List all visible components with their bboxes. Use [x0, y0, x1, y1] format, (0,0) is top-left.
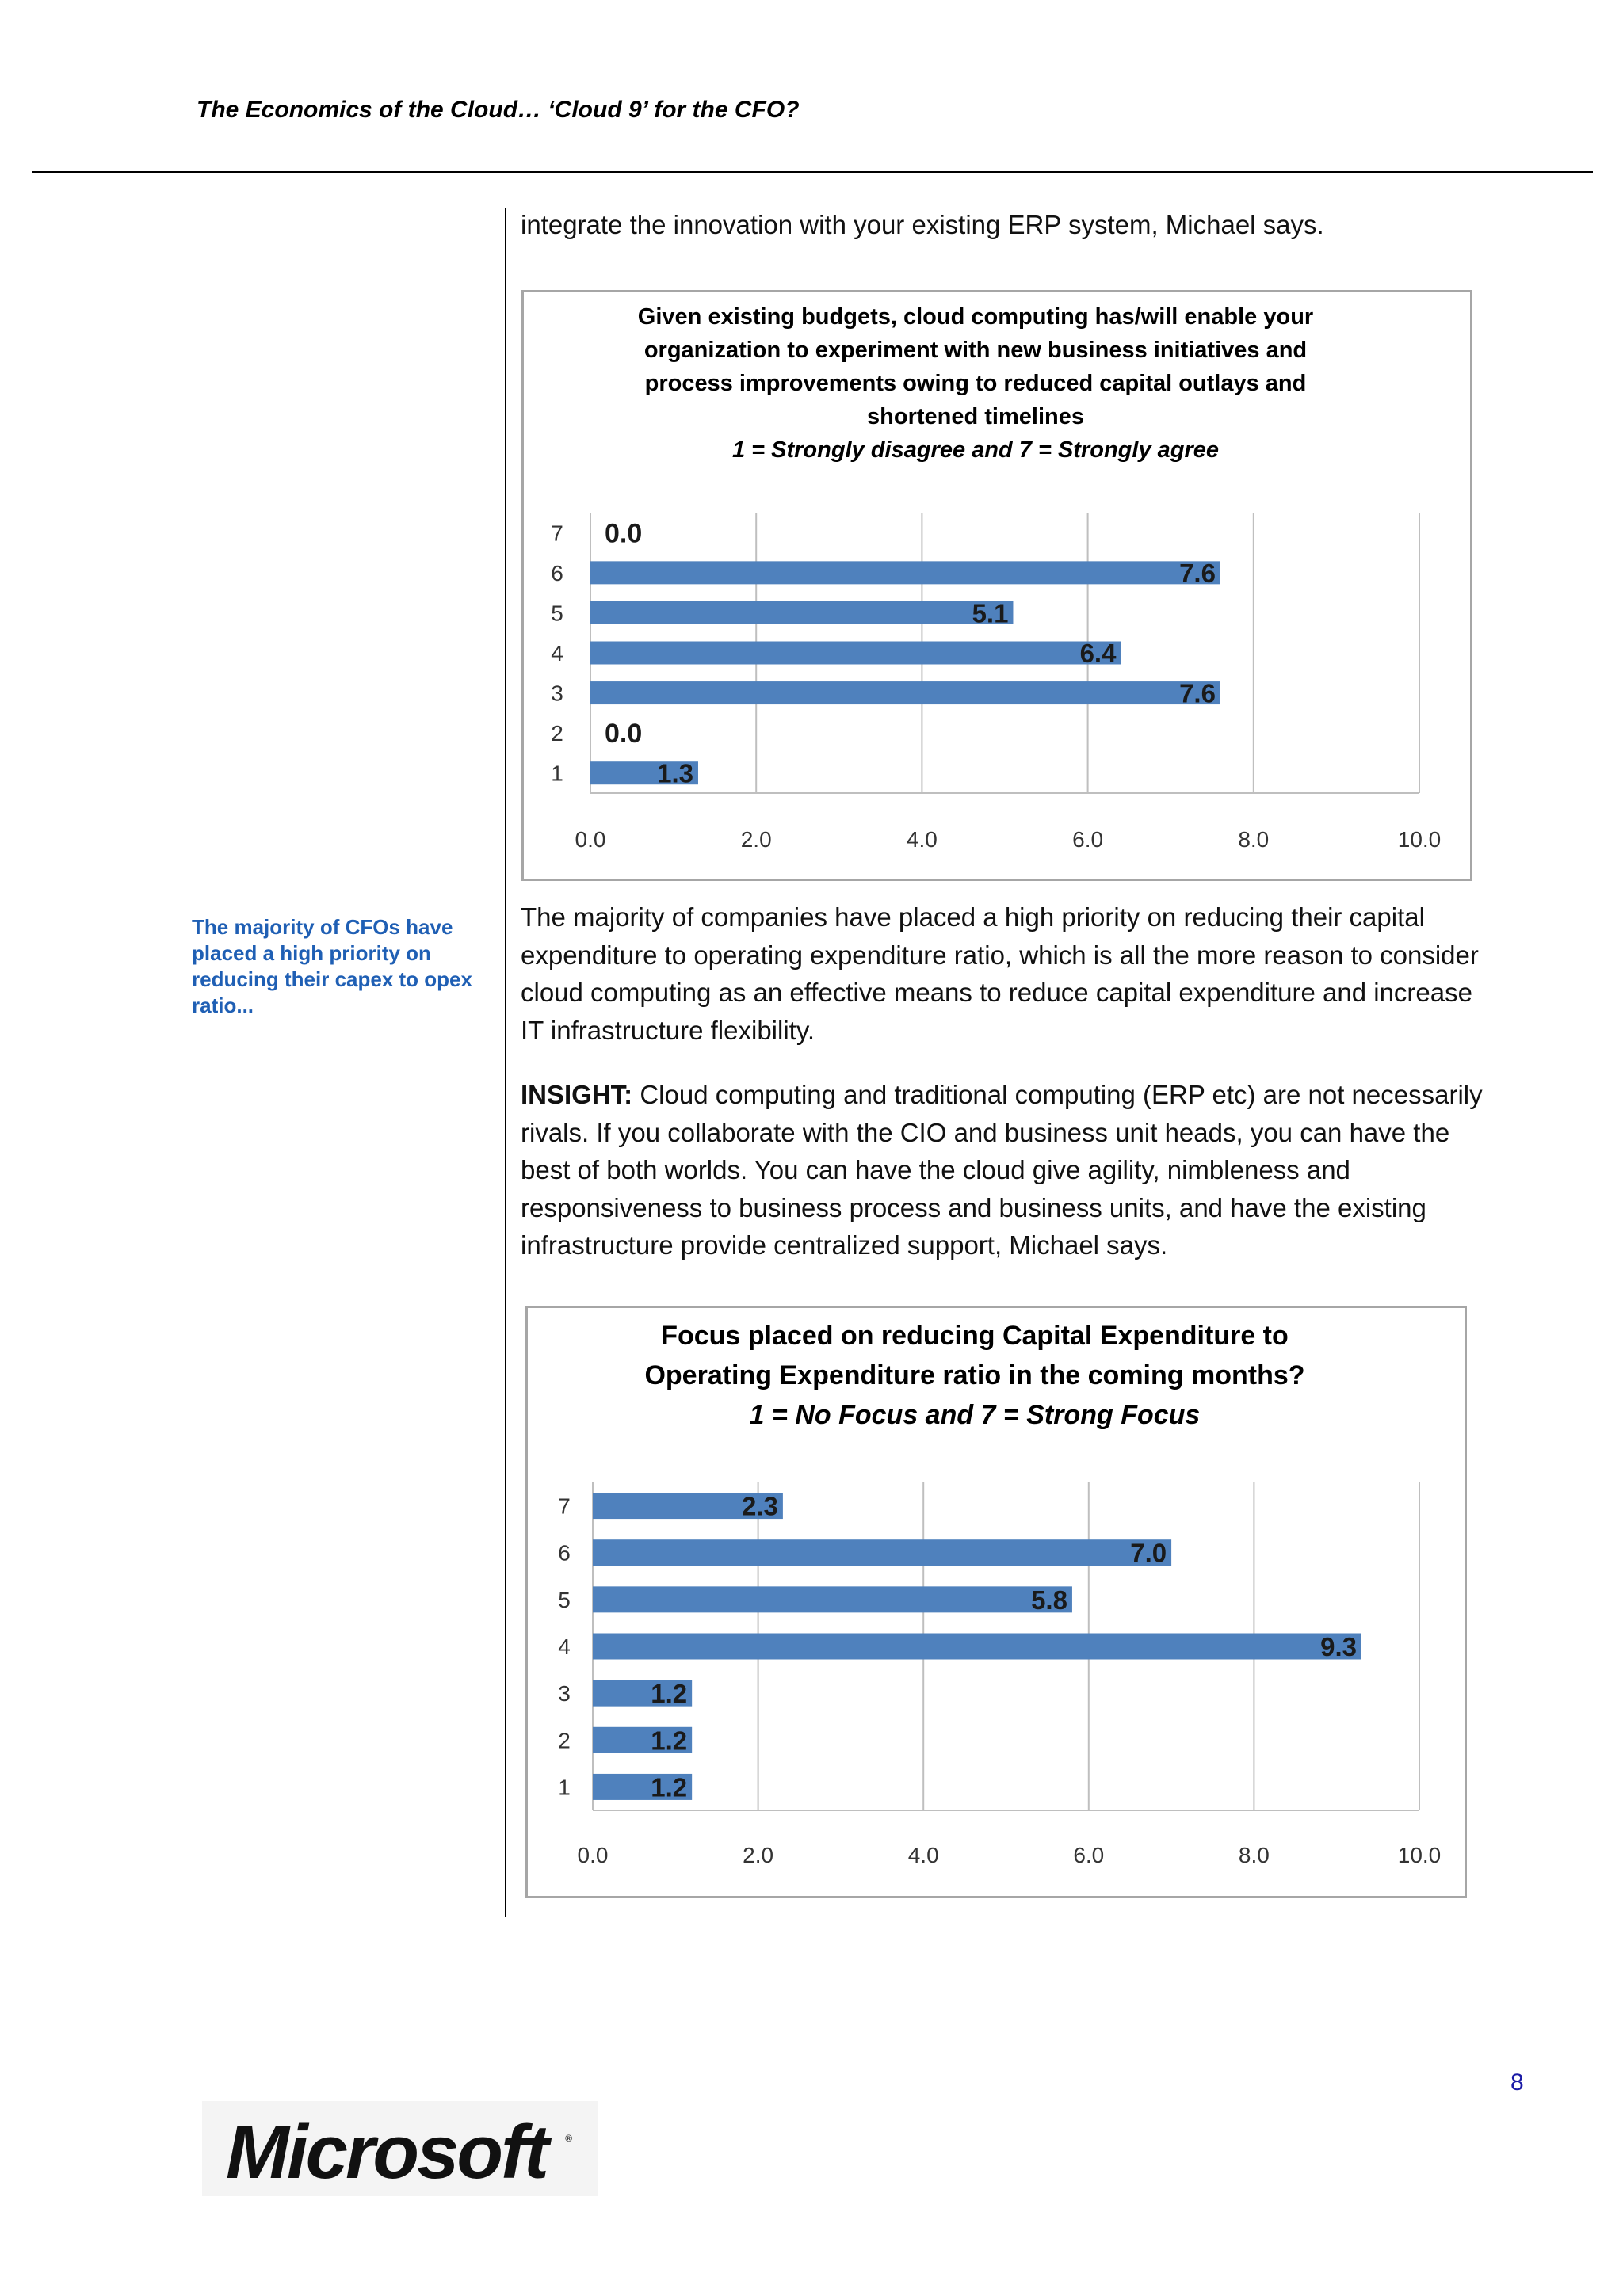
chart-x-tick-label: 4.0 [906, 827, 938, 852]
chart-bar [593, 1634, 1361, 1660]
sidebar-pull-quote: The majority of CFOs have placed a high priority on reducing their capex to opex ratio... [192, 915, 472, 1017]
chart-x-tick-label: 10.0 [1397, 827, 1442, 852]
chart-data-label: 9.3 [1320, 1632, 1357, 1661]
chart-y-tick-label: 7 [558, 1493, 571, 1519]
insight-label: INSIGHT: [521, 1080, 633, 1109]
chart-subtitle: 1 = Strongly disagree and 7 = Strongly agree [731, 437, 1220, 463]
chart-y-tick-label: 4 [551, 641, 563, 666]
chart-experimentation-agreement [521, 290, 1472, 881]
chart-data-label: 5.8 [1031, 1585, 1067, 1615]
paragraph-insight [521, 1076, 1484, 1264]
chart-x-tick-label: 6.0 [1073, 1843, 1105, 1867]
chart-data-label: 7.0 [1130, 1538, 1167, 1568]
chart-data-label: 0.0 [605, 719, 643, 749]
chart-capex-opex-svg [528, 1308, 1469, 1901]
paragraph-capex-opex: The majority of companies have placed a high priority on reducing their capital expenditure to operating expenditure ratio, which is all the more reason to consider cloud computing as an effective means to reduce capital expenditure and increase IT infrastructure flexibility. [521, 902, 1479, 1045]
chart-y-tick-label: 7 [551, 521, 563, 546]
chart-y-tick-label: 2 [558, 1728, 571, 1753]
chart-subtitle: 1 = No Focus and 7 = Strong Focus [749, 1400, 1201, 1430]
chart-capex-opex-focus [525, 1306, 1467, 1898]
chart-title-line: Given existing budgets, cloud computing has/will enable your [637, 304, 1314, 330]
chart-x-tick-label: 0.0 [577, 1843, 609, 1867]
chart-y-tick-label: 2 [551, 721, 563, 746]
chart-x-tick-label: 8.0 [1238, 827, 1270, 852]
chart-bar [590, 642, 1121, 665]
microsoft-logo [202, 2101, 598, 2196]
chart-y-tick-label: 3 [558, 1681, 571, 1707]
chart-y-tick-label: 6 [551, 560, 563, 585]
chart-x-tick-label: 8.0 [1238, 1843, 1270, 1867]
chart-title-line: Operating Expenditure ratio in the coming months? [644, 1360, 1305, 1390]
chart-data-label: 5.1 [972, 598, 1009, 628]
chart-y-tick-label: 5 [551, 601, 563, 626]
paragraph-erp-integration: integrate the innovation with your existing ERP system, Michael says. [521, 210, 1324, 239]
chart-title-line: Focus placed on reducing Capital Expenditure to [661, 1321, 1289, 1351]
chart-data-label: 6.4 [1079, 639, 1117, 668]
chart-bar [590, 601, 1013, 624]
chart-data-label: 7.6 [1179, 678, 1216, 708]
microsoft-logo-wordmark: Microsoft [226, 2110, 547, 2195]
chart-x-tick-label: 6.0 [1072, 827, 1104, 852]
chart-bar [590, 561, 1220, 584]
header-divider [32, 171, 1593, 173]
chart-data-label: 1.3 [657, 758, 693, 788]
registered-mark: ® [565, 2133, 570, 2144]
page-number: 8 [1510, 2069, 1524, 2096]
chart-y-tick-label: 6 [558, 1540, 571, 1566]
chart-title-line: process improvements owing to reduced capital outlays and [644, 371, 1307, 396]
chart-title-line: organization to experiment with new business initiatives and [643, 338, 1308, 363]
chart-data-label: 1.2 [651, 1726, 688, 1756]
chart-data-label: 1.2 [651, 1679, 688, 1709]
chart-y-tick-label: 4 [558, 1634, 571, 1659]
chart-bar [593, 1586, 1072, 1612]
chart-data-label: 7.6 [1179, 558, 1216, 588]
chart-data-label: 0.0 [605, 518, 643, 549]
chart-y-tick-label: 1 [551, 761, 563, 786]
chart-data-label: 1.2 [651, 1772, 688, 1802]
chart-experimentation-svg [524, 292, 1475, 883]
page-header-title: The Economics of the Cloud… ‘Cloud 9’ for the CFO? [197, 97, 800, 123]
chart-x-tick-label: 2.0 [743, 1843, 774, 1867]
chart-x-tick-label: 10.0 [1397, 1843, 1442, 1867]
insight-text: Cloud computing and traditional computing (ERP etc) are not necessarily rivals. If you collaborate with the CIO and business unit heads, you can have the best of both worlds. You can have the cloud give agility, nimbleness and responsiveness to business process and business units, and have the existing infrastructure provide centralized support, Michael says. [521, 1080, 1483, 1260]
chart-title-line: shortened timelines [867, 404, 1084, 429]
chart-x-tick-label: 4.0 [907, 1843, 939, 1867]
column-divider [505, 208, 506, 1917]
chart-data-label: 2.3 [742, 1491, 778, 1521]
chart-y-tick-label: 5 [558, 1587, 571, 1612]
chart-bar [590, 681, 1220, 704]
chart-y-tick-label: 1 [558, 1775, 571, 1800]
chart-bar [593, 1539, 1171, 1566]
chart-x-tick-label: 0.0 [575, 827, 606, 852]
chart-y-tick-label: 3 [551, 681, 563, 706]
chart-x-tick-label: 2.0 [740, 827, 772, 852]
